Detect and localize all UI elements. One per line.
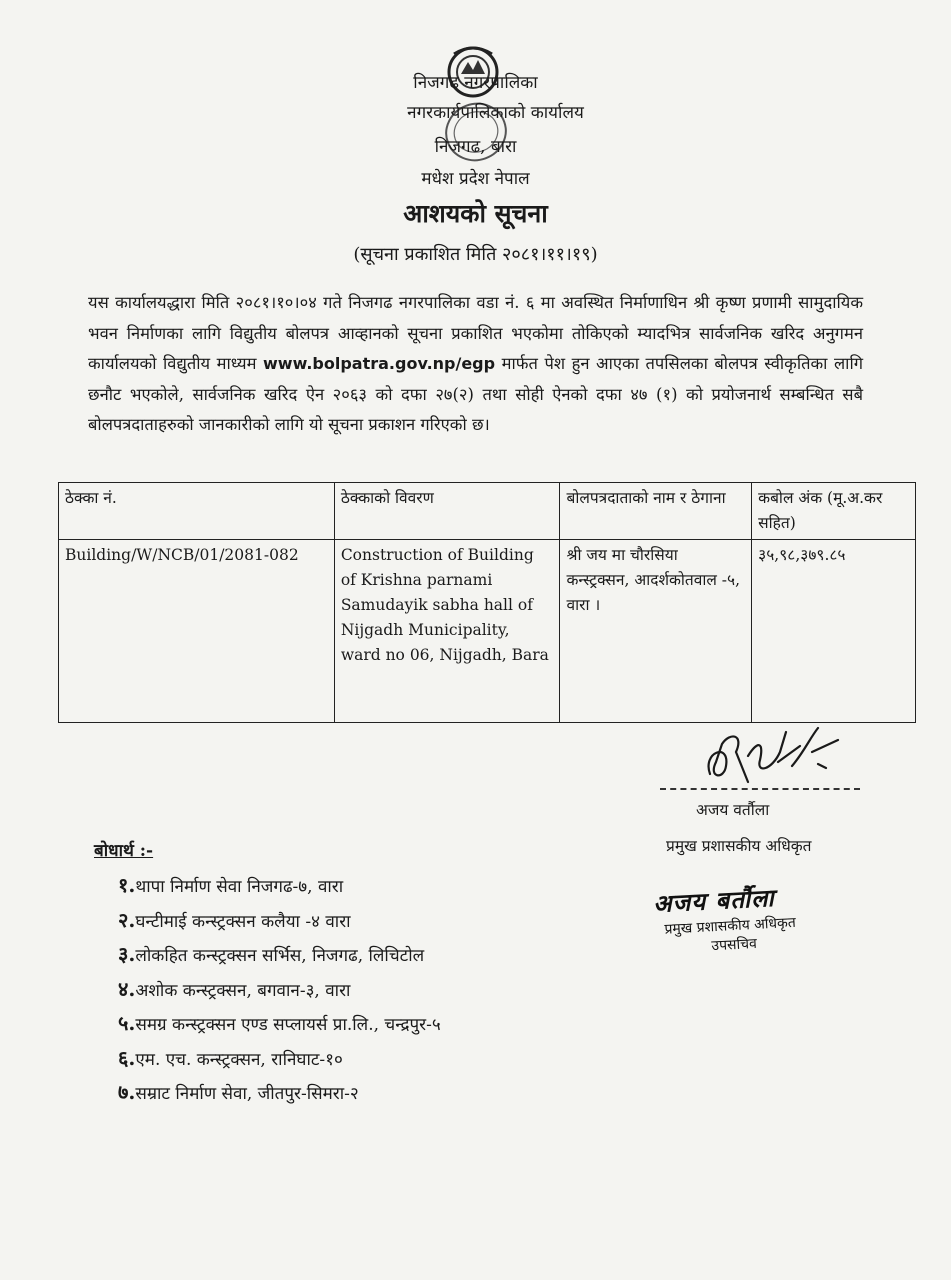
notice-title: आशयको सूचना	[403, 199, 548, 228]
signatory-title: प्रमुख प्रशासकीय अधिकृत	[666, 837, 812, 855]
notice-body	[88, 288, 863, 441]
stamp-rank: उपसचिव	[711, 935, 758, 955]
list-item-text: एम. एच. कन्स्ट्रक्सन, रानिघाट-१०	[135, 1049, 343, 1070]
list-item-number: ७.	[118, 1080, 136, 1104]
table-header-row	[59, 483, 916, 540]
description-cell: Construction of Building of Krishna parnami Samudayik sabha hall of Nijgadh Municipality, ward no 06, Nijgadh, Bara	[334, 540, 560, 723]
notice-text-part2: मार्फत पेश हुन आएका तपसिलका बोलपत्र स्वीकृतिका लागि छनौट भएकोले, सार्वजनिक खरिद ऐन २०६३ को दफा २७(२) तथा सोही ऐनको दफा ४७ (१) को प्रयोजनार्थ सम्बन्धित सबै बोलपत्रदाताहरुको जानकारीको लागि यो सूचना प्रकाशन गरिएको छ।	[88, 354, 864, 434]
bid-table	[58, 482, 916, 723]
list-item-number: ४.	[118, 976, 136, 1001]
office-place: निजगढ, बारा	[434, 137, 517, 157]
header-bidder: बोलपत्रदाताको नाम र ठेगाना	[560, 483, 752, 540]
cc-heading: बोधार्थ :-	[94, 841, 154, 861]
list-item-text: लोकहित कन्स्ट्रक्सन सर्भिस, निजगढ, लिचिटोल	[135, 946, 425, 966]
list-item	[118, 1075, 441, 1110]
list-item-number: ५.	[118, 1011, 136, 1035]
contract-no-cell: Building/W/NCB/01/2081-082	[59, 540, 335, 723]
signature-line	[660, 788, 860, 790]
list-item-text: सम्राट निर्माण सेवा, जीतपुर-सिमरा-२	[135, 1084, 359, 1104]
header-bid-amount: कबोल अंक (मू.अ.कर सहित)	[752, 483, 916, 540]
list-item-text: थापा निर्माण सेवा निजगढ-७, वारा	[135, 877, 344, 897]
list-item-number: १.	[118, 873, 136, 897]
header-contract-description: ठेक्काको विवरण	[334, 483, 560, 540]
table-row	[59, 540, 916, 723]
official-stamp	[652, 877, 855, 958]
list-item-text: समग्र कन्स्ट्रक्सन एण्ड सप्लायर्स प्रा.लि., चन्द्रपुर-५	[135, 1015, 441, 1035]
signatory-name: अजय वर्तौला	[696, 801, 770, 819]
header-contract-no: ठेक्का नं.	[59, 483, 335, 540]
list-item	[118, 937, 441, 972]
list-item-text: घन्टीमाई कन्स्ट्रक्सन कलैया -४ वारा	[135, 911, 351, 932]
list-item	[118, 903, 441, 938]
bidder-cell: श्री जय मा चौरसिया कन्स्ट्रक्सन, आदर्शकोतवाल -५, वारा ।	[560, 540, 752, 723]
municipality-name: निजगढ नगरपालिका	[413, 73, 538, 93]
notice-text-part1: यस कार्यालयद्धारा मिति २०८१।१०।०४ गते निजगढ नगरपालिका वडा नं. ६ मा अवस्थित निर्माणाधिन श्री कृष्ण प्रणामी सामुदायिक भवन निर्माणका लागि विद्युतीय बोलपत्र आव्हानको सूचना प्रकाशित भएकोमा तोकिएको म्यादभित्र सार्वजनिक खरिद अनुगमन कार्यालयको विद्युतीय माध्यम	[88, 293, 863, 373]
publish-date: (सूचना प्रकाशित मिति २०८१।११।१९)	[353, 244, 598, 265]
list-item-number: ६.	[118, 1045, 136, 1070]
stamp-name: अजय बर्तौला	[652, 883, 776, 919]
handwritten-signature	[700, 722, 850, 788]
stamp-role: प्रमुख प्रशासकीय अधिकृत	[664, 914, 797, 938]
list-item	[118, 1041, 441, 1076]
list-item-number: ३.	[118, 942, 136, 966]
list-item	[118, 868, 441, 903]
bolpatra-url: www.bolpatra.gov.np/egp	[263, 354, 496, 373]
list-item-number: २.	[118, 907, 136, 932]
list-item	[118, 1006, 441, 1041]
office-name: नगरकार्यपालिकाको कार्यालय	[407, 103, 584, 123]
province-line: मधेश प्रदेश नेपाल	[421, 169, 530, 189]
list-item	[118, 972, 441, 1007]
cc-list	[118, 868, 441, 1110]
list-item-text: अशोक कन्स्ट्रक्सन, बगवान-३, वारा	[135, 980, 351, 1001]
amount-cell: ३५,९८,३७९.८५	[752, 540, 916, 723]
